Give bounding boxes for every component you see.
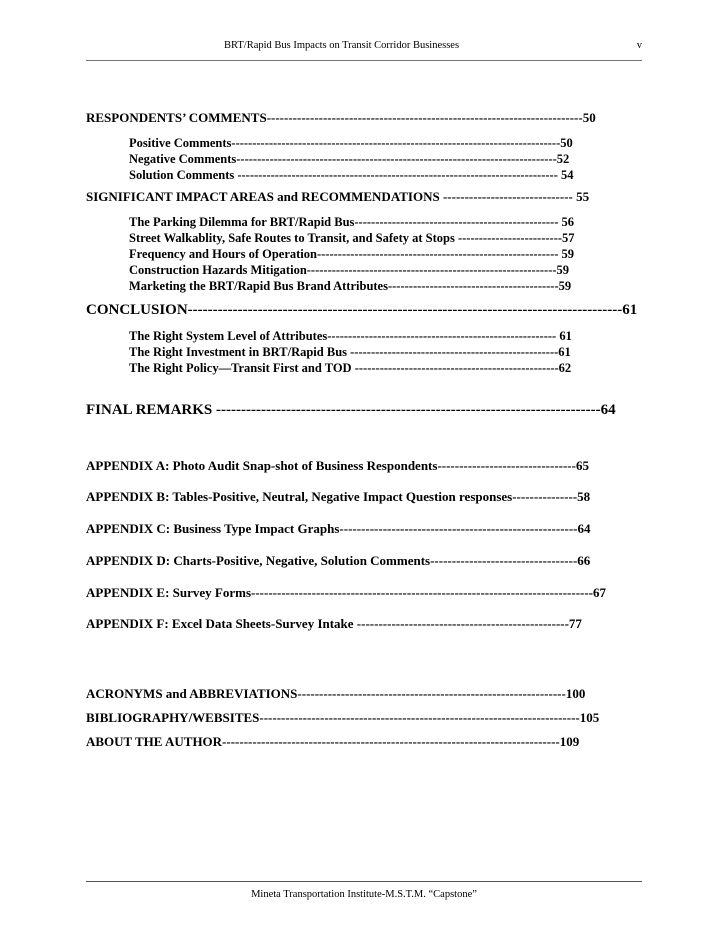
toc-entry-appendix-e: APPENDIX E: Survey Forms-------------------------------------------------------------------------------67 (86, 586, 607, 600)
footer-rule (86, 881, 642, 882)
header-rule (86, 60, 642, 61)
toc-entry-right-system: The Right System Level of Attributes------------------------------------------------------- 61 (129, 329, 572, 343)
toc-entry-appendix-f: APPENDIX F: Excel Data Sheets-Survey Intake -------------------------------------------------77 (86, 617, 582, 631)
toc-entry-final-remarks: FINAL REMARKS -----------------------------------------------------------------------------64 (86, 402, 616, 418)
toc-entry-respondents-comments: RESPONDENTS’ COMMENTS-------------------------------------------------------------------------50 (86, 111, 596, 125)
toc-entry-positive-comments: Positive Comments-------------------------------------------------------------------------------50 (129, 136, 573, 150)
footer-text: Mineta Transportation Institute-M.S.T.M. “Capstone” (251, 889, 477, 900)
header-page-number: v (636, 40, 642, 51)
toc-entry-appendix-c: APPENDIX C: Business Type Impact Graphs-------------------------------------------------------64 (86, 522, 591, 536)
toc-entry-solution-comments: Solution Comments ----------------------------------------------------------------------------- 54 (129, 168, 574, 182)
toc-entry-frequency-hours: Frequency and Hours of Operation---------------------------------------------------------- 59 (129, 247, 575, 261)
toc-entry-marketing-brand: Marketing the BRT/Rapid Bus Brand Attributes-----------------------------------------59 (129, 279, 572, 293)
header-title: BRT/Rapid Bus Impacts on Transit Corridor Businesses (224, 40, 460, 51)
toc-entry-construction-hazards: Construction Hazards Mitigation------------------------------------------------------------59 (129, 263, 570, 277)
toc-entry-street-walkability: Street Walkablity, Safe Routes to Transit, and Safety at Stops -------------------------57 (129, 231, 575, 245)
toc-entry-appendix-b: APPENDIX B: Tables-Positive, Neutral, Negative Impact Question responses---------------58 (86, 490, 591, 504)
toc-entry-parking-dilemma: The Parking Dilemma for BRT/Rapid Bus------------------------------------------------- 56 (129, 215, 574, 229)
toc-entry-bibliography: BIBLIOGRAPHY/WEBSITES--------------------------------------------------------------------------105 (86, 711, 600, 725)
toc-entry-significant-impact-areas: SIGNIFICANT IMPACT AREAS and RECOMMENDATIONS ------------------------------ 55 (86, 190, 590, 204)
toc-entry-right-investment: The Right Investment in BRT/Rapid Bus --------------------------------------------------61 (129, 345, 571, 359)
toc-entry-acronyms: ACRONYMS and ABBREVIATIONS--------------------------------------------------------------100 (86, 687, 586, 701)
toc-entry-negative-comments: Negative Comments-----------------------------------------------------------------------------52 (129, 152, 570, 166)
toc-entry-appendix-d: APPENDIX D: Charts-Positive, Negative, Solution Comments----------------------------------66 (86, 554, 591, 568)
running-header (86, 40, 642, 56)
toc-entry-about-author: ABOUT THE AUTHOR------------------------------------------------------------------------------109 (86, 735, 580, 749)
toc-entry-conclusion: CONCLUSION---------------------------------------------------------------------------------------61 (86, 302, 638, 318)
toc-entry-appendix-a: APPENDIX A: Photo Audit Snap-shot of Business Respondents--------------------------------65 (86, 459, 589, 473)
toc-entry-right-policy: The Right Policy—Transit First and TOD -------------------------------------------------62 (129, 361, 572, 375)
